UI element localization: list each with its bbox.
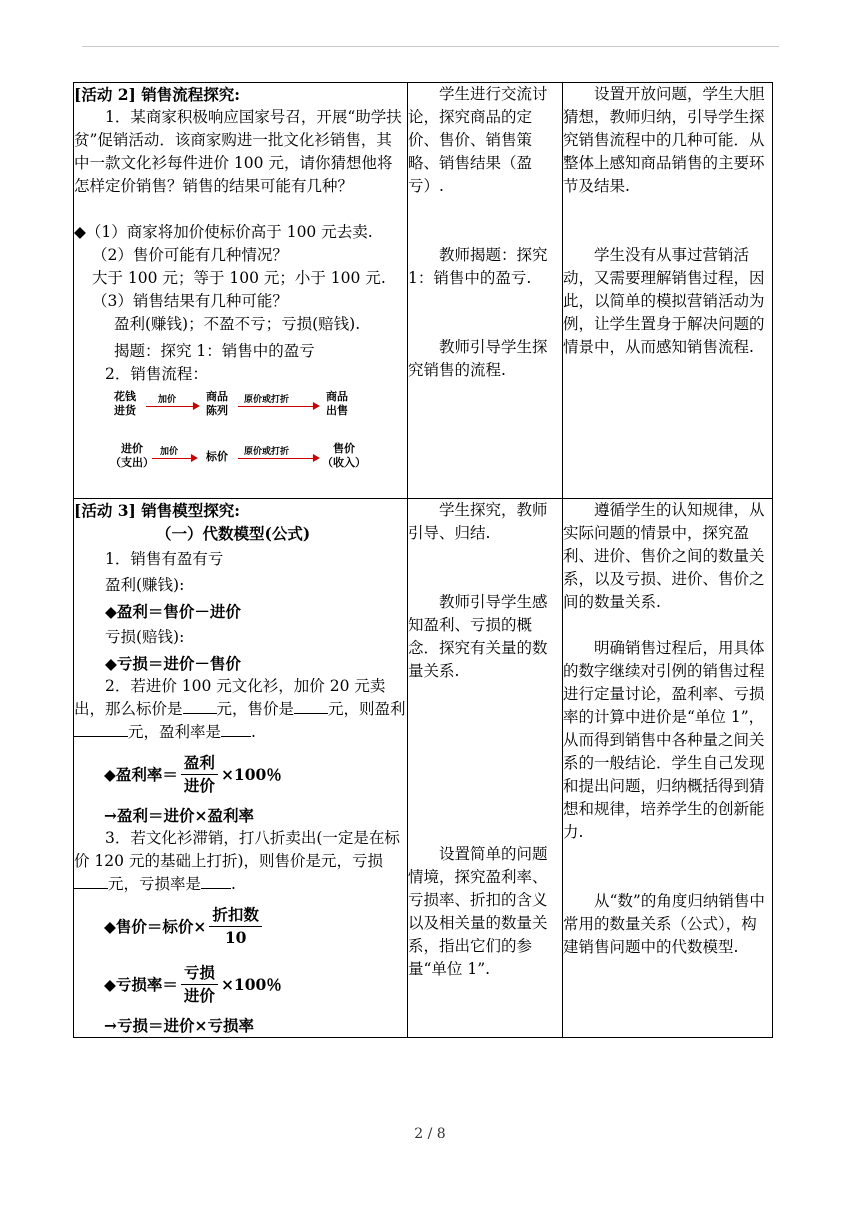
loss-formula: ◆亏损＝进价－售价 <box>105 654 241 673</box>
activity2-flow-title: 2．销售流程： <box>105 365 208 383</box>
activity3-subtitle: （一）代数模型(公式) <box>156 524 311 543</box>
loss-rate-fraction: $\frac{\text{亏损}}{\text{进价}}$ <box>181 962 218 1007</box>
table-row <box>74 499 773 1038</box>
activity3-m1: 学生探究，教师引导、归结. <box>408 501 548 542</box>
sales-flow-diagram-2 <box>110 442 407 482</box>
activity3-m3: 设置简单的问题情境，探究盈利率、亏损率、折扣的含义以及相关量的数量关系，指出它们的参量“单位 1”. <box>408 845 548 978</box>
flow2-node-a: 进价 （支出） <box>110 442 154 469</box>
table-row <box>74 83 773 499</box>
activity2-para: 1．某商家积极响应国家号召，开展“助学扶贫”促销活动．该商家购进一批文化衫销售，其中一款文化衫每件进价 100 元，请你猜想他将怎样定价销售？销售的结果可能有几种？ <box>74 108 402 195</box>
flow2-node-c: 售价 （收入） <box>322 442 366 469</box>
blank-loss-rate[interactable] <box>201 874 231 889</box>
lesson-table <box>73 82 773 1038</box>
loss-label: 亏损(赔钱): <box>105 628 185 646</box>
header-rule <box>82 46 779 47</box>
flow2-node-b: 标价 <box>206 450 228 463</box>
activity2-q3-answer: 盈利(赚钱)；不盈不亏；亏损(赔钱). <box>114 315 361 333</box>
loss-formula-2: →亏损＝进价×亏损率 <box>104 1016 254 1035</box>
activity2-teacher-reveal: 教师揭题：探究 1：销售中的盈亏. <box>408 246 548 287</box>
blank-loss[interactable] <box>74 874 108 889</box>
flow1-label-2: 原价或打折 <box>244 395 290 405</box>
activity2-q3: （3）销售结果有几种可能？ <box>92 292 288 310</box>
profit-rate-fraction: $\frac{\text{盈利}}{\text{进价}}$ <box>181 752 218 797</box>
activity3-title: [活动 3] 销售模型探究: <box>74 501 240 520</box>
flow1-arrow-1 <box>146 406 198 407</box>
activity3-content <box>74 499 408 1038</box>
activity3-method <box>408 499 563 1038</box>
activity3-design <box>563 499 773 1038</box>
activity3-r1: 遵循学生的认知规律，从实际问题的情景中，探究盈利、进价、售价之间的数量关系，以及亏损、进价、售价之间的数量关系. <box>563 501 765 611</box>
page-number: 2 / 8 <box>414 1126 446 1142</box>
flow1-label-1: 加价 <box>158 395 177 405</box>
activity2-design-1: 设置开放问题，学生大胆猜想，教师归纳，引导学生探究销售流程中的几种可能．从整体上感知商品销售的主要环节及结果. <box>563 85 765 195</box>
activity2-title: [活动 2] 销售流程探究: <box>74 85 240 104</box>
flow2-arrow-1 <box>152 458 196 459</box>
profit-label: 盈利(赚钱): <box>105 576 185 594</box>
profit-rate-formula: ◆盈利率＝ $\frac{\text{盈利}}{\text{进价}}$ ×100％ <box>104 752 282 795</box>
activity3-s2: 2．若进价 100 元文化衫，加价 20 元卖出，那么标价是 元，售价是 元，则盈利元，盈利率是 . <box>74 677 406 741</box>
blank-sale-price[interactable] <box>294 699 328 714</box>
activity3-r3: 从“数”的角度归纳销售中常用的数量关系（公式），构建销售问题中的代数模型. <box>563 892 765 956</box>
profit-formula-2: →盈利＝进价×盈利率 <box>104 806 254 825</box>
flow1-node-c: 商品 出售 <box>326 390 348 417</box>
activity2-student: 学生进行交流讨论，探究商品的定价、售价、销售策略、销售结果（盈亏）. <box>408 85 548 195</box>
flow1-node-b: 商品 陈列 <box>206 390 228 417</box>
profit-formula: ◆盈利＝售价－进价 <box>105 602 241 621</box>
activity2-teacher-guide: 教师引导学生探究销售的流程. <box>408 338 548 379</box>
activity2-method <box>408 83 563 499</box>
activity2-reveal: 揭题：探究 1：销售中的盈亏 <box>114 342 315 360</box>
loss-rate-formula: ◆亏损率＝ $\frac{\text{亏损}}{\text{进价}}$ ×100％ <box>104 962 282 1005</box>
activity2-q1: ◆（1）商家将加价使标价高于 100 元去卖. <box>74 223 373 241</box>
activity3-s1: 1．销售有盈有亏 <box>105 550 224 568</box>
activity2-q2: （2）售价可能有几种情况？ <box>92 246 288 264</box>
activity2-design-2: 学生没有从事过营销活动，又需要理解销售过程，因此，以简单的模拟营销活动为例，让学生置身于解决问题的情景中，从而感知销售流程. <box>563 246 765 356</box>
blank-profit[interactable] <box>74 722 128 737</box>
blank-profit-rate[interactable] <box>221 722 251 737</box>
price-formula: ◆售价＝标价× $\frac{\text{折扣数}}{10}$ <box>74 900 407 952</box>
activity2-q2-answer: 大于 100 元；等于 100 元；小于 100 元. <box>92 269 386 287</box>
activity2-design <box>563 83 773 499</box>
activity2-content <box>74 83 408 499</box>
flow1-arrow-2 <box>238 406 318 407</box>
blank-list-price[interactable] <box>183 699 217 714</box>
sales-flow-diagram-1 <box>114 390 407 430</box>
activity3-s3: 3．若文化衫滞销，打八折卖出(一定是在标价 120 元的基础上打折)，则售价是元，亏损元，亏损率是 . <box>74 829 400 893</box>
activity3-m2: 教师引导学生感知盈利、亏损的概念．探究有关量的数量关系. <box>408 593 548 680</box>
flow2-label-2: 原价或打折 <box>244 447 290 457</box>
price-fraction: $\frac{\text{折扣数}}{10}$ <box>209 904 262 949</box>
activity3-r2: 明确销售过程后，用具体的数字继续对引例的销售过程进行定量讨论，盈利率、亏损率的计算中进价是“单位 1”，从而得到销售中各种量之间关系的一般结论．学生自己发现和提出问题，归纳概括得到猜想和规律，培养学生的创新能力. <box>563 639 765 841</box>
flow2-arrow-2 <box>238 458 318 459</box>
flow2-label-1: 加价 <box>160 447 179 457</box>
flow1-node-a: 花钱 进货 <box>114 390 136 417</box>
